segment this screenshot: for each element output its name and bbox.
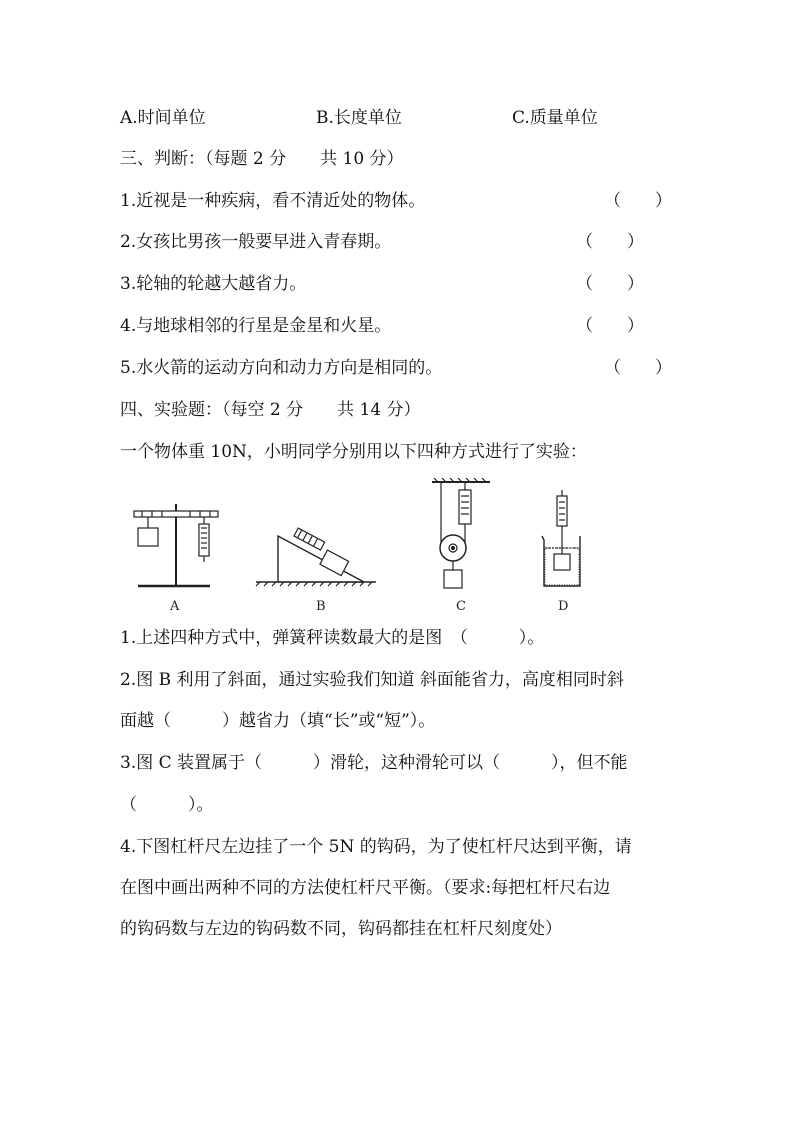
section3-title: 三、判断：（每题 2 分 共 10 分） [120,149,404,169]
question-2-line-2: 面越（ ）越省力（填“长”或“短”）。 [120,711,436,731]
judge-blank-3: （ ） [576,274,644,294]
judge-blank-1: （ ） [604,191,672,211]
figure-label-a: A [170,599,180,614]
section4-intro: 一个物体重 10N，小明同学分别用以下四种方式进行了实验： [120,442,587,462]
option-a: A.时间单位 [120,108,206,128]
figure-a-lever-stand [134,504,218,586]
question-4-line-2: 在图中画出两种不同的方法使杠杆尺平衡。（要求:每把杠杆尺右边 [120,878,611,898]
judge-blank-2: （ ） [576,232,644,252]
question-3-line-2: （ ）。 [120,795,214,815]
question-4-line-1: 4.下图杠杆尺左边挂了一个 5N 的钩码，为了使杠杆尺达到平衡，请 [120,837,632,857]
judge-item-5: 5.水火箭的运动方向和动力方向是相同的。 [120,358,443,378]
question-2-line-1: 2.图 B 利用了斜面，通过实验我们知道 斜面能省力，高度相同时斜 [120,670,624,690]
figure-label-d: D [558,599,569,614]
section4-title: 四、实验题：（每空 2 分 共 14 分） [120,400,421,420]
question-4-line-3: 的钩码数与左边的钩码数不同，钩码都挂在杠杆尺刻度处） [120,919,562,939]
judge-blank-5: （ ） [604,358,672,378]
judge-item-3: 3.轮轴的轮越大越省力。 [120,274,307,294]
experiment-figure [128,478,688,618]
figure-c-pulley [432,478,490,588]
option-b: B.长度单位 [316,108,402,128]
question-1: 1.上述四种方式中，弹簧秤读数最大的是图 （ ）。 [120,628,545,648]
question-3-line-1: 3.图 C 装置属于（ ）滑轮，这种滑轮可以（ ），但不能 [120,753,628,773]
judge-item-4: 4.与地球相邻的行星是金星和火星。 [120,316,392,336]
judge-item-1: 1.近视是一种疾病，看不清近处的物体。 [120,191,426,211]
figure-d-beaker [542,490,580,586]
option-c: C.质量单位 [512,108,598,128]
figure-b-incline [256,528,376,586]
judge-item-2: 2.女孩比男孩一般要早进入青春期。 [120,232,392,252]
figure-label-b: B [316,599,326,614]
figure-label-c: C [456,599,466,614]
judge-blank-4: （ ） [576,316,644,336]
